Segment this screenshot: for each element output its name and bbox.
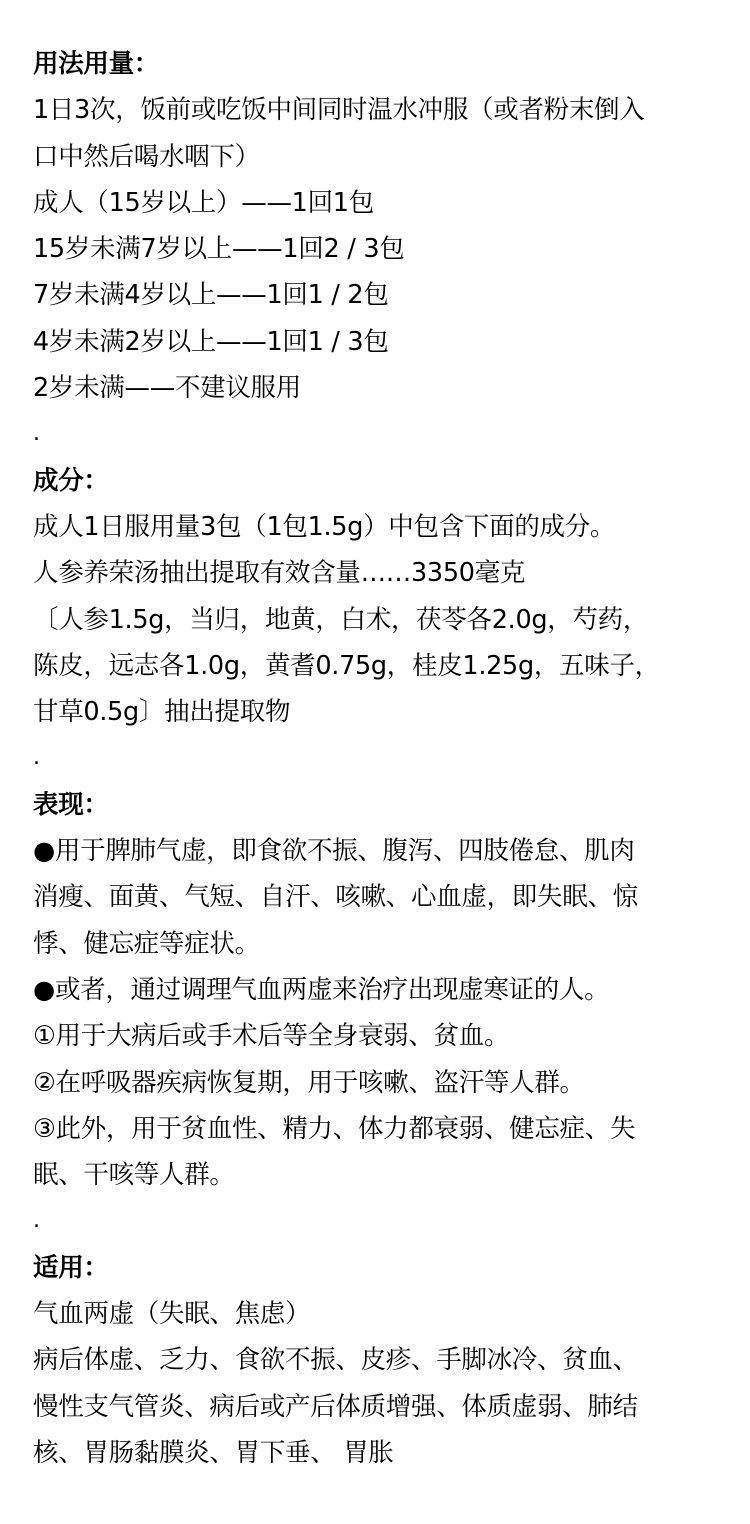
- section-indications: [33, 782, 718, 1245]
- usage-line: 7岁未满4岁以上——1回1 / 2包: [33, 280, 389, 311]
- section-separator: .: [33, 1208, 40, 1234]
- suitable-line: 慢性支气管炎、病后或产后体质增强、体质虚弱、肺结: [33, 1391, 638, 1422]
- usage-line: 15岁未满7岁以上——1回2 / 3包: [33, 234, 405, 265]
- indications-line: ●用于脾肺气虚，即食欲不振、腹泻、四肢倦怠、肌肉: [33, 836, 635, 867]
- indications-line: ①用于大病后或手术后等全身衰弱、贫血。: [33, 1021, 510, 1052]
- section-ingredients: [33, 458, 718, 782]
- section-separator: .: [33, 745, 40, 771]
- section-usage: [33, 41, 718, 458]
- ingredients-line: 甘草0.5g〕抽出提取物: [33, 697, 291, 728]
- suitable-line: 核、胃肠黏膜炎、胃下垂、 胃胀: [33, 1437, 394, 1468]
- ingredients-line: 陈皮，远志各1.0g，黄耆0.75g，桂皮1.25g，五味子，: [33, 650, 660, 681]
- section-heading-indications: 表现：: [33, 789, 109, 820]
- indications-line: ③此外，用于贫血性、精力、体力都衰弱、健忘症、失: [33, 1113, 636, 1144]
- suitable-line: 气血两虚（失眠、焦虑）: [33, 1299, 311, 1330]
- indications-line: ②在呼吸器疾病恢复期，用于咳嗽、盗汗等人群。: [33, 1067, 585, 1098]
- indications-line: 消瘦、面黄、气短、自汗、咳嗽、心血虚，即失眠、惊: [33, 882, 638, 913]
- usage-line: 4岁未满2岁以上——1回1 / 3包: [33, 326, 389, 357]
- section-heading-suitable: 适用：: [33, 1252, 109, 1283]
- ingredients-line: 人参养荣汤抽出提取有效含量……3350毫克: [33, 558, 526, 589]
- section-heading-usage: 用法用量：: [33, 49, 160, 79]
- section-suitable: [33, 1245, 718, 1476]
- usage-line: 1日3次，饭前或吃饭中间同时温水冲服（或者粉末倒入: [33, 95, 645, 126]
- usage-line: 口中然后喝水咽下）: [33, 141, 260, 172]
- ingredients-line: 〔人参1.5g，当归，地黄，白术，茯苓各2.0g，芍药，: [33, 604, 649, 635]
- indications-line: 眠、干咳等人群。: [33, 1160, 235, 1191]
- section-heading-ingredients: 成分：: [33, 465, 109, 496]
- suitable-line: 病后体虚、乏力、食欲不振、皮疹、手脚冰冷、贫血、: [33, 1345, 638, 1376]
- section-separator: .: [33, 421, 40, 447]
- usage-line: 2岁未满——不建议服用: [33, 373, 301, 404]
- ingredients-line: 成人1日服用量3包（1包1.5g）中包含下面的成分。: [33, 511, 616, 542]
- indications-line: 悸、健忘症等症状。: [33, 928, 260, 959]
- usage-line: 成人（15岁以上）——1回1包: [33, 187, 374, 218]
- indications-line: ●或者，通过调理气血两虚来治疗出现虚寒证的人。: [33, 974, 610, 1005]
